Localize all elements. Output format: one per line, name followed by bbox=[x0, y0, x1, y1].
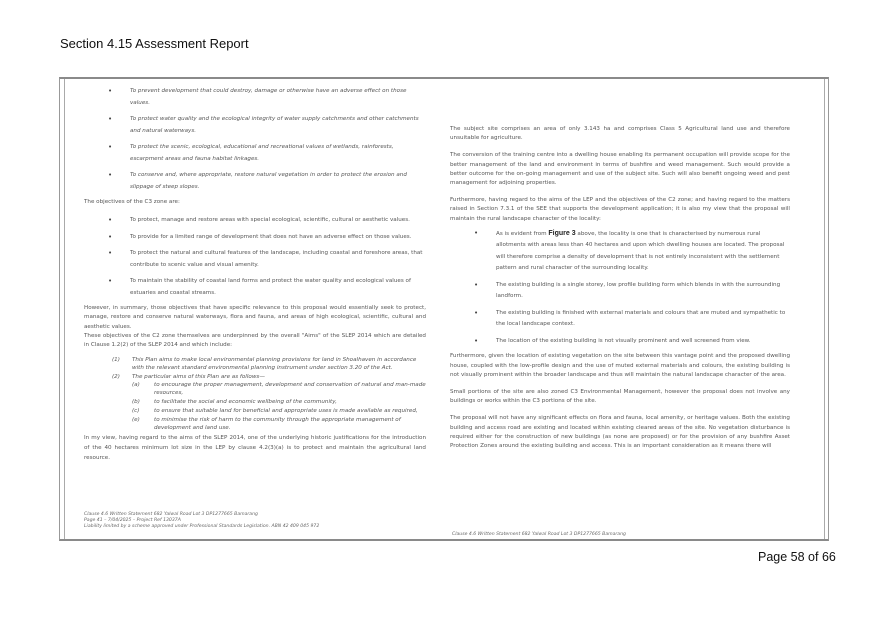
footer-line: Clause 4.6 Written Statement 682 Yalwal Road Lot 3 DP1277665 Bamarang bbox=[84, 512, 258, 517]
sub-aim-text: to ensure that suitable land for beneficial and appropriate uses is made available as required, bbox=[154, 408, 418, 415]
locality-list bbox=[450, 228, 790, 348]
aim-number: (2) bbox=[112, 374, 120, 381]
sub-aim-number: (c) bbox=[132, 408, 140, 415]
list-item: • To protect the scenic, ecological, educational and recreational values of wetlands, rainforests, escarpment areas and fauna habitat linkages. bbox=[104, 142, 426, 165]
aim-item bbox=[84, 373, 426, 432]
vegetation-paragraph: Furthermore, given the location of existing vegetation on the site between this vantage point and the proposed dwelling house, coupled with the low-profile design and the use of muted external materials and colours, the existing building is not visually prominent within the broader landscape and thus will maintain the natural landscape character of the area. bbox=[450, 353, 790, 378]
aim-text: This Plan aims to make local environmental planning provisions for land in Shoalhaven in accordance with the relevant standard environmental planning instrument under section 3.20 of the Act. bbox=[132, 357, 417, 372]
sub-aims-list bbox=[132, 381, 426, 432]
c3-paragraph: Small portions of the site are also zoned C3 Environmental Management, however the proposal does not involve any buildings or works within the C3 portions of the site. bbox=[450, 388, 790, 405]
list-item: • To protect the natural and cultural features of the landscape, including coastal and foreshore areas, that contribute to scenic value and visual amenity. bbox=[104, 248, 426, 271]
c2-objectives-list bbox=[84, 86, 426, 193]
slep-aims-list bbox=[84, 356, 426, 432]
aim-text: The particular aims of this Plan are as follows— bbox=[132, 374, 265, 381]
c3-objectives-intro: The objectives of the C3 zone are: bbox=[84, 199, 180, 205]
sub-aim-text: to minimise the risk of harm to the community through the appropriate management of development and land use. bbox=[154, 417, 401, 432]
figure-reference: Figure 3 bbox=[548, 229, 576, 237]
sub-aim-item bbox=[132, 416, 426, 432]
list-item bbox=[470, 228, 790, 275]
embedded-page-left-footer bbox=[84, 512, 414, 529]
site-paragraph: The subject site comprises an area of only 3.143 ha and comprises Class 5 Agricultural land use and therefore unsuitable for agriculture. bbox=[450, 126, 790, 142]
list-item-text: The existing building is a single storey, low profile building form which blends in with the surrounding landform. bbox=[496, 281, 781, 300]
frame-edge-left bbox=[64, 79, 65, 539]
list-item bbox=[470, 308, 790, 331]
conversion-paragraph: The conversion of the training centre into a dwelling house enabling its permanent occupation will provide scope for the better management of the land and environment in terms of bushfire and weed management. Such would provide a better outcome for the on-going management and use of the subject site. Such will also benefit ongoing weed and pest management for adjoining properties. bbox=[450, 152, 790, 187]
aim-number: (1) bbox=[112, 357, 120, 364]
list-item: • To prevent development that could destroy, damage or otherwise have an adverse effect on those values. bbox=[104, 86, 426, 109]
list-item-text: As is evident from bbox=[496, 230, 549, 237]
embedded-page-left bbox=[84, 86, 426, 471]
c3-objectives-list bbox=[84, 215, 426, 299]
sub-aim-number: (e) bbox=[132, 417, 140, 424]
list-item: • To maintain the stability of coastal land forms and protect the water quality and ecological values of estuaries and coastal streams. bbox=[104, 276, 426, 299]
sub-aim-item bbox=[132, 407, 426, 415]
embedded-page-right bbox=[450, 125, 790, 459]
sub-aim-number: (a) bbox=[132, 382, 140, 389]
summary-paragraph: However, in summary, those objectives that have specific relevance to this proposal would essentially seek to protect, manage, restore and conserve natural waterways, flora and fauna, and areas of high ecological, scientific, cultural and aesthetic values. bbox=[84, 305, 426, 330]
sub-aim-number: (b) bbox=[132, 399, 140, 406]
list-item: • To provide for a limited range of development that does not have an adverse effect on those values. bbox=[104, 232, 426, 244]
report-title: Section 4.15 Assessment Report bbox=[60, 36, 249, 51]
list-item-text: above, the locality is one that is characterised by numerous rural allotments with areas less than 40 hectares and upon which dwelling houses are located. The proposal will therefore comprise a density of development that is not entirely inconsistent with the settlement pattern and rural character of the surrounding locality. bbox=[496, 230, 785, 272]
effects-paragraph: The proposal will not have any significant effects on flora and fauna, local amenity, or heritage values. Both the existing building and access road are existing and located within existing cleared areas of the site. No vegetation disturbance is required either for the construction of new buildings (as none are proposed) or for the provision of any bushfire Asset Protection Zones around the existing building and access. This is an important consideration as it means there will bbox=[450, 415, 790, 449]
furthermore-paragraph: Furthermore, having regard to the aims of the LEP and the objectives of the C2 zone; and having regard to the matters raised in Section 7.3.1 of the SEE that supports the development application; it is also my view that the proposal will maintain the rural landscape character of the locality: bbox=[450, 197, 790, 222]
view-paragraph: In my view, having regard to the aims of the SLEP 2014, one of the underlying historic justifications for the introduction of the 40 hectares minimum lot size in the LEP by clause 4.2(3)(a) is to protect and maintain the agricultural land resource. bbox=[84, 435, 426, 462]
sub-aim-item bbox=[132, 398, 426, 406]
list-item-text: The location of the existing building is not visually prominent and well screened from view. bbox=[496, 337, 751, 344]
list-item: • To protect water quality and the ecological integrity of water supply catchments and other catchments and natural waterways. bbox=[104, 114, 426, 137]
aim-item bbox=[84, 356, 426, 372]
page-number: Page 58 of 66 bbox=[758, 550, 836, 564]
aims-intro-paragraph: These objectives of the C2 zone themselves are underpinned by the overall "Aims" of the SLEP 2014 which are detailed in Clause 1.2(2) of the SLEP 2014 and which include: bbox=[84, 332, 426, 349]
list-item: • To conserve and, where appropriate, restore natural vegetation in order to protect the erosion and slippage of steep slopes. bbox=[104, 170, 426, 193]
footer-line: Liability limited by a scheme approved under Professional Standards Legislation. ABN 42 409 045 972 bbox=[84, 523, 320, 529]
list-item bbox=[470, 280, 790, 303]
frame-edge-right bbox=[824, 79, 825, 539]
list-item-text: The existing building is finished with external materials and colours that are muted and sympathetic to the local landscape context. bbox=[496, 309, 786, 328]
sub-aim-text: to encourage the proper management, development and conservation of natural and man-made resources, bbox=[154, 382, 426, 397]
footer-line: Page 41 – 7/04/2025 – Project Ref 13037A bbox=[84, 517, 181, 523]
sub-aim-item bbox=[132, 381, 426, 397]
list-item bbox=[470, 336, 790, 348]
embedded-page-right-footer: Clause 4.6 Written Statement 682 Yalwal Road Lot 3 DP1277665 Bamarang bbox=[452, 532, 626, 537]
sub-aim-text: to facilitate the social and economic wellbeing of the community, bbox=[154, 399, 337, 406]
list-item: • To protect, manage and restore areas with special ecological, scientific, cultural or aesthetic values. bbox=[104, 215, 426, 227]
